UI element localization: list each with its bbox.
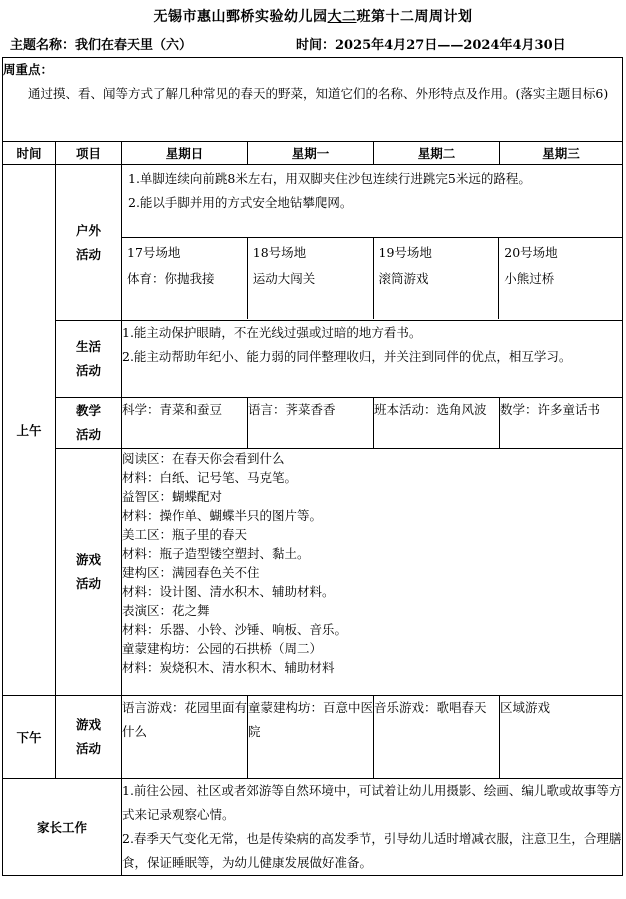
outdoor-label (56, 165, 122, 321)
teaching-monday: 语言：荠菜香香 (248, 398, 374, 449)
outdoor-days (122, 237, 622, 319)
afternoon-game-label (56, 696, 122, 779)
teaching-label (56, 398, 122, 449)
outdoor-game: 小熊过桥 (504, 271, 555, 286)
game-line: 童蒙建构坊：公园的石拱桥（周二） (122, 641, 323, 656)
game-line: 阅读区：在春天你会看到什么 (122, 451, 285, 466)
header-row (3, 142, 623, 165)
outdoor-game: 滚筒游戏 (378, 271, 429, 286)
theme-name: 主题名称：我们在春天里（六） (10, 38, 193, 53)
teaching-tuesday: 班本活动：选角风波 (374, 398, 500, 449)
site-label: 18号场地 (252, 245, 307, 260)
date-range: 时间：2025年4月27日——2024年4月30日 (296, 38, 566, 53)
title-prefix: 无锡市惠山鄄桥实验幼儿园 (153, 9, 328, 25)
outdoor-game: 体育：你抛我接 (127, 271, 215, 286)
outdoor-day-sunday (122, 238, 248, 319)
game-line: 材料：白纸、记号笔、马克笔。 (122, 470, 298, 485)
afternoon-monday: 童蒙建构坊：百意中医院 (248, 696, 374, 779)
outdoor-day-monday (248, 238, 374, 319)
game-line: 材料：操作单、蝴蝶半只的图片等。 (122, 508, 323, 523)
life-content (122, 321, 623, 398)
game-line: 美工区：瓶子里的春天 (122, 527, 248, 542)
game-line: 材料：设计图、清水积木、辅助材料。 (122, 584, 335, 599)
col-time: 时间 (3, 142, 56, 165)
subtitle-row (10, 34, 622, 53)
game-line: 建构区：满园春色关不住 (122, 565, 260, 580)
plan-table (2, 57, 623, 876)
outdoor-label-text: 户外活动 (75, 222, 101, 262)
game-row (3, 449, 623, 696)
parents-label: 家长工作 (3, 779, 122, 876)
teaching-sunday: 科学：青菜和蚕豆 (122, 398, 248, 449)
teaching-row (3, 398, 623, 449)
game-content (122, 449, 623, 696)
teaching-label-text: 教学活动 (75, 403, 101, 442)
outdoor-day-tuesday (374, 238, 500, 319)
outdoor-day-wednesday (499, 238, 622, 319)
col-item: 项目 (56, 142, 122, 165)
game-line: 材料：瓶子造型镂空塑封、黏土。 (122, 546, 310, 561)
col-monday: 星期一 (248, 142, 374, 165)
outdoor-goals (122, 165, 622, 237)
site-label: 17号场地 (127, 245, 181, 260)
afternoon-label: 下午 (3, 696, 56, 779)
afternoon-game-label-text: 游戏活动 (75, 717, 101, 756)
morning-label: 上午 (3, 165, 56, 696)
afternoon-row (3, 696, 623, 779)
game-line: 表演区：花之舞 (122, 603, 210, 618)
document-title (0, 6, 626, 26)
afternoon-tuesday: 音乐游戏：歌唱春天 (374, 696, 500, 779)
outdoor-goal: 1.单脚连续向前跳8米左右，用双脚夹住沙包连续行进跳完5米远的路程。 (128, 171, 531, 186)
outdoor-content (122, 165, 623, 321)
afternoon-sunday: 语言游戏：花园里面有什么 (122, 696, 248, 779)
col-wednesday: 星期三 (500, 142, 623, 165)
afternoon-wednesday: 区域游戏 (500, 696, 623, 779)
teaching-wednesday: 数学：许多童话书 (500, 398, 623, 449)
parents-content (122, 779, 623, 876)
life-row (3, 321, 623, 398)
game-line: 益智区：蝴蝶配对 (122, 489, 223, 504)
title-suffix: 班第十二周周计划 (356, 9, 473, 25)
site-label: 20号场地 (504, 245, 558, 260)
outdoor-row (3, 165, 623, 321)
parents-row (3, 779, 623, 876)
game-label (56, 449, 122, 696)
parents-line: 2.春季天气变化无常，也是传染病的高发季节，引导幼儿适时增减衣服，注意卫生，合理膳食，保证睡眠等，为幼儿健康发展做好准备。 (122, 831, 622, 870)
col-tuesday: 星期二 (374, 142, 500, 165)
focus-row (3, 58, 623, 142)
game-line: 材料：乐器、小铃、沙锤、响板、音乐。 (122, 622, 348, 637)
focus-label: 周重点： (3, 62, 54, 77)
parents-line: 1.前往公园、社区或者郊游等自然环境中，可试着让幼儿用摄影、绘画、编儿歌或故事等方式来记录观察心情。 (122, 783, 622, 822)
game-label-text: 游戏活动 (75, 552, 101, 591)
life-goal: 2.能主动帮助年纪小、能力弱的同伴整理收归，并关注到同伴的优点，相互学习。 (122, 349, 572, 364)
focus-cell (3, 58, 623, 142)
focus-text: 通过摸、看、闻等方式了解几种常见的春天的野菜，知道它们的名称、外形特点及作用。(落实主题目标6) (28, 86, 609, 101)
life-label (56, 321, 122, 398)
outdoor-goal: 2.能以手脚并用的方式安全地钻攀爬网。 (128, 195, 353, 210)
outdoor-game: 运动大闯关 (252, 271, 316, 286)
title-class: 大二 (327, 9, 357, 25)
site-label: 19号场地 (378, 245, 432, 260)
col-sunday: 星期日 (122, 142, 248, 165)
life-goal: 1.能主动保护眼睛，不在光线过强或过暗的地方看书。 (122, 325, 422, 340)
life-label-text: 生活活动 (75, 339, 101, 378)
game-line: 材料：炭烧积木、清水积木、辅助材料 (122, 660, 335, 675)
